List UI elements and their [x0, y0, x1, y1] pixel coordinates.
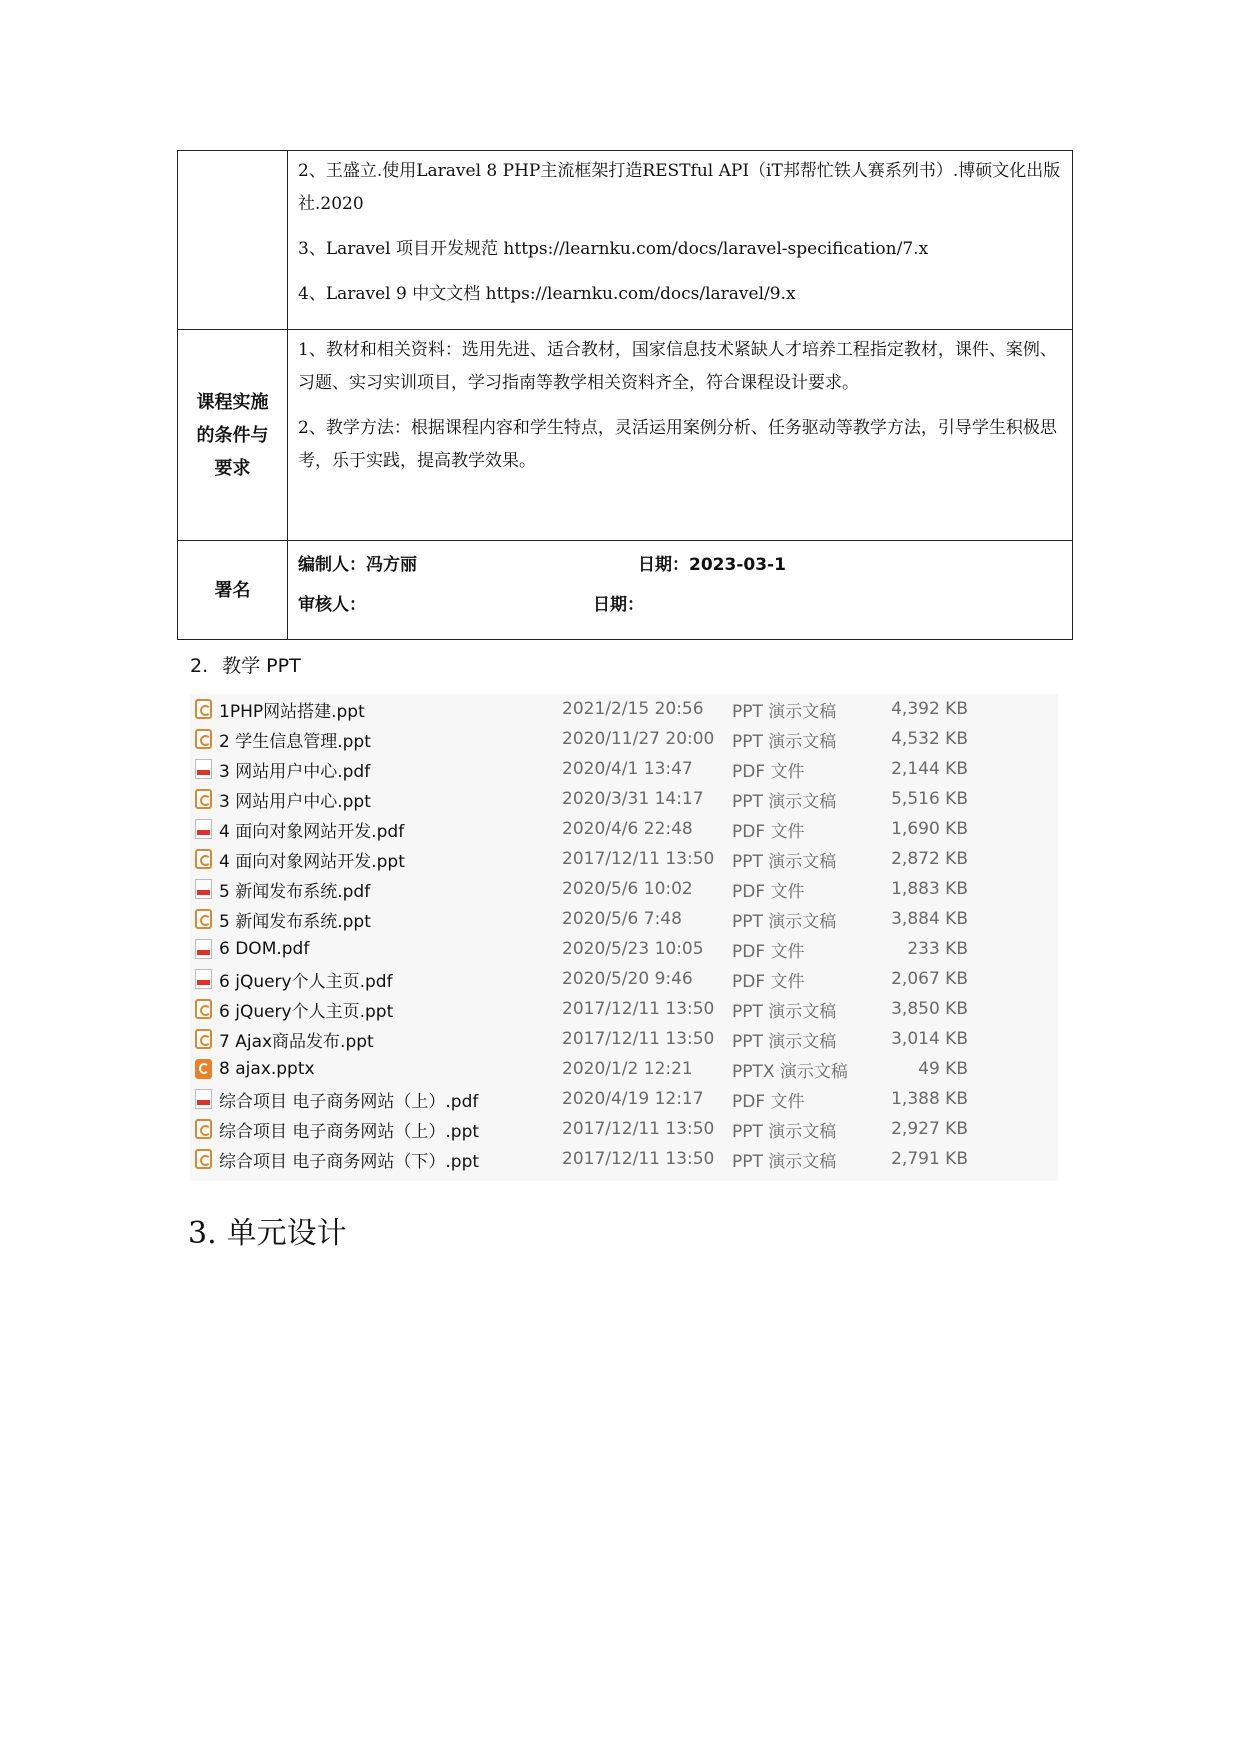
file-name: 7 Ajax商品发布.ppt	[219, 1031, 374, 1052]
file-name: 3 网站用户中心.ppt	[219, 791, 371, 812]
references-label-cell	[178, 151, 288, 330]
file-size: 4,532 KB	[891, 729, 968, 749]
pptx-file-icon	[195, 1059, 212, 1079]
ppt-file-icon	[195, 1119, 212, 1139]
pdf-file-icon	[195, 819, 212, 839]
file-row[interactable]	[190, 784, 1058, 814]
file-date: 2020/11/27 20:00	[562, 729, 715, 749]
file-row[interactable]	[190, 1054, 1058, 1084]
file-size: 2,872 KB	[891, 849, 968, 869]
file-name: 4 面向对象网站开发.pdf	[219, 821, 405, 842]
file-name: 5 新闻发布系统.ppt	[219, 911, 371, 932]
file-size: 2,927 KB	[891, 1119, 968, 1139]
file-type: PPTX 演示文稿	[732, 1061, 848, 1082]
file-date: 2020/1/2 12:21	[562, 1059, 693, 1079]
file-date: 2021/2/15 20:56	[562, 699, 704, 719]
file-name: 综合项目 电子商务网站（下）.ppt	[219, 1151, 480, 1172]
file-name: 2 学生信息管理.ppt	[219, 731, 371, 752]
file-type: PDF 文件	[732, 1091, 805, 1112]
file-type: PDF 文件	[732, 761, 805, 782]
condition-item: 1、教材和相关资料：选用先进、适合教材，国家信息技术紧缺人才培养工程指定教材，课件、案例、习题、实习实训项目，学习指南等教学相关资料齐全，符合课程设计要求。	[298, 340, 1057, 393]
file-date: 2020/5/6 7:48	[562, 909, 682, 929]
file-size: 1,883 KB	[891, 879, 968, 899]
section-heading-ppt	[190, 651, 301, 678]
file-date: 2020/5/6 10:02	[562, 879, 693, 899]
file-row[interactable]	[190, 934, 1058, 964]
file-size: 5,516 KB	[891, 789, 968, 809]
file-name: 综合项目 电子商务网站（上）.ppt	[219, 1121, 480, 1142]
file-name: 6 DOM.pdf	[219, 939, 310, 959]
file-name: 3 网站用户中心.pdf	[219, 761, 371, 782]
file-type: PDF 文件	[732, 821, 805, 842]
file-date: 2020/4/1 13:47	[562, 759, 693, 779]
file-type: PPT 演示文稿	[732, 1121, 837, 1142]
pdf-file-icon	[195, 1089, 212, 1109]
pdf-file-icon	[195, 879, 212, 899]
file-date: 2017/12/11 13:50	[562, 999, 715, 1019]
file-row[interactable]	[190, 754, 1058, 784]
file-list	[190, 694, 1058, 1181]
file-type: PPT 演示文稿	[732, 1151, 837, 1172]
section-title: 单元设计	[226, 1216, 347, 1251]
file-date: 2020/5/23 10:05	[562, 939, 704, 959]
file-size: 49 KB	[918, 1059, 968, 1079]
file-name: 8 ajax.pptx	[219, 1059, 315, 1079]
pdf-file-icon	[195, 969, 212, 989]
file-name: 1PHP网站搭建.ppt	[219, 701, 365, 722]
file-name: 6 jQuery个人主页.pdf	[219, 971, 393, 992]
file-type: PPT 演示文稿	[732, 1001, 837, 1022]
file-type: PDF 文件	[732, 881, 805, 902]
file-size: 233 KB	[907, 939, 968, 959]
ppt-file-icon	[195, 999, 212, 1019]
file-row[interactable]	[190, 694, 1058, 724]
file-type: PDF 文件	[732, 971, 805, 992]
file-size: 2,067 KB	[891, 969, 968, 989]
file-row[interactable]	[190, 994, 1058, 1024]
file-date: 2020/4/6 22:48	[562, 819, 693, 839]
file-size: 2,791 KB	[891, 1149, 968, 1169]
file-name: 综合项目 电子商务网站（上）.pdf	[219, 1091, 479, 1112]
file-type: PPT 演示文稿	[732, 1031, 837, 1052]
file-type: PPT 演示文稿	[732, 911, 837, 932]
file-date: 2017/12/11 13:50	[562, 1149, 715, 1169]
file-row[interactable]	[190, 964, 1058, 994]
ppt-file-icon	[195, 1029, 212, 1049]
file-name: 5 新闻发布系统.pdf	[219, 881, 371, 902]
references-cell	[288, 151, 1073, 330]
ppt-file-icon	[195, 1149, 212, 1169]
editor-date: 日期：2023-03-1	[638, 554, 786, 575]
file-type: PPT 演示文稿	[732, 731, 837, 752]
course-info-table	[177, 150, 1073, 640]
reviewer-label: 审核人：	[298, 594, 366, 615]
ppt-file-icon	[195, 699, 212, 719]
pdf-file-icon	[195, 759, 212, 779]
ppt-file-icon	[195, 849, 212, 869]
file-date: 2017/12/11 13:50	[562, 849, 715, 869]
ppt-file-icon	[195, 729, 212, 749]
conditions-cell	[288, 330, 1073, 541]
section-title: 教学 PPT	[222, 655, 301, 677]
conditions-label: 课程实施 的条件与 要求	[178, 330, 288, 541]
file-type: PDF 文件	[732, 941, 805, 962]
file-date: 2017/12/11 13:50	[562, 1029, 715, 1049]
signature-row	[178, 541, 1073, 640]
signature-cell	[288, 541, 1073, 640]
file-name: 6 jQuery个人主页.ppt	[219, 1001, 394, 1022]
section-number: 3.	[188, 1216, 217, 1251]
section-number: 2.	[190, 655, 209, 677]
file-row[interactable]	[190, 1024, 1058, 1054]
file-date: 2020/5/20 9:46	[562, 969, 693, 989]
file-type: PPT 演示文稿	[732, 701, 837, 722]
file-row[interactable]	[190, 874, 1058, 904]
file-type: PPT 演示文稿	[732, 851, 837, 872]
file-size: 1,690 KB	[891, 819, 968, 839]
reviewer-line	[298, 585, 1062, 625]
editor-line	[298, 545, 1062, 585]
references-row	[178, 151, 1073, 330]
file-size: 2,144 KB	[891, 759, 968, 779]
signature-label: 署名	[178, 541, 288, 640]
file-row[interactable]	[190, 1144, 1058, 1174]
file-size: 3,014 KB	[891, 1029, 968, 1049]
file-size: 1,388 KB	[891, 1089, 968, 1109]
ppt-file-icon	[195, 789, 212, 809]
ppt-file-icon	[195, 909, 212, 929]
file-size: 3,884 KB	[891, 909, 968, 929]
file-size: 4,392 KB	[891, 699, 968, 719]
reference-item: 2、王盛立.使用Laravel 8 PHP主流框架打造RESTful API（iT邦帮忙铁人赛系列书）.博硕文化出版社.2020	[298, 161, 1061, 214]
reference-item: 3、Laravel 项目开发规范 https://learnku.com/docs/laravel-specification/7.x	[298, 239, 929, 259]
file-date: 2020/4/19 12:17	[562, 1089, 704, 1109]
pdf-file-icon	[195, 939, 212, 959]
file-date: 2017/12/11 13:50	[562, 1119, 715, 1139]
file-row[interactable]	[190, 1084, 1058, 1114]
section-heading-unit-design	[188, 1208, 347, 1252]
file-type: PPT 演示文稿	[732, 791, 837, 812]
file-row[interactable]	[190, 904, 1058, 934]
file-size: 3,850 KB	[891, 999, 968, 1019]
file-row[interactable]	[190, 1114, 1058, 1144]
editor-label: 编制人：冯方丽	[298, 554, 417, 575]
file-name: 4 面向对象网站开发.ppt	[219, 851, 405, 872]
file-row[interactable]	[190, 844, 1058, 874]
reference-item: 4、Laravel 9 中文文档 https://learnku.com/docs/laravel/9.x	[298, 284, 796, 304]
file-row[interactable]	[190, 814, 1058, 844]
file-row[interactable]	[190, 724, 1058, 754]
reviewer-date: 日期：	[593, 594, 644, 615]
condition-item: 2、教学方法：根据课程内容和学生特点，灵活运用案例分析、任务驱动等教学方法，引导学生积极思考，乐于实践，提高教学效果。	[298, 418, 1057, 471]
file-date: 2020/3/31 14:17	[562, 789, 704, 809]
conditions-row	[178, 330, 1073, 541]
